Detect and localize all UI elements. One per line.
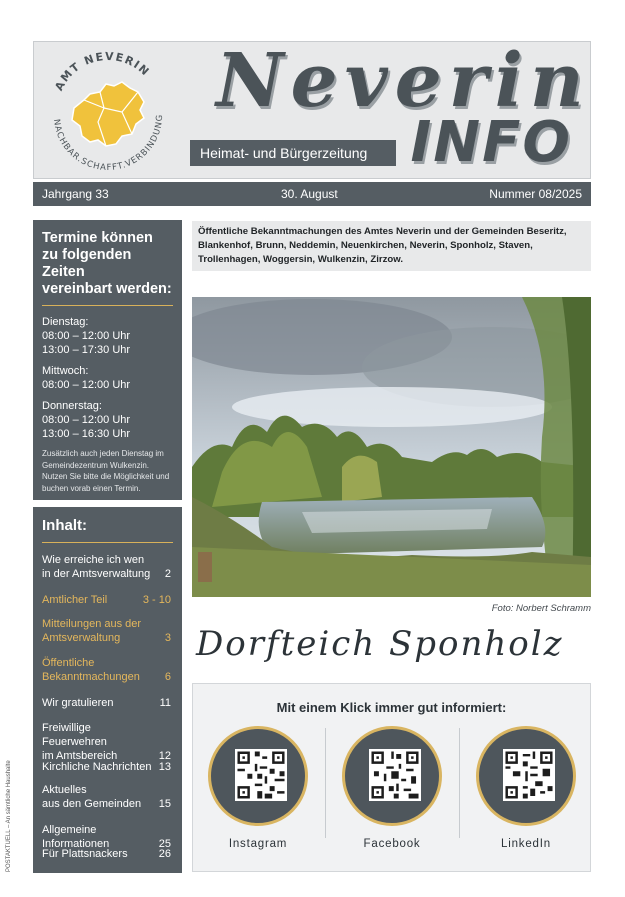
- toc-title: Inhalt:: [42, 517, 87, 534]
- office-hours-title: Termine können zu folgenden Zeiten vereinbart werden:: [42, 230, 172, 297]
- amt-neverin-logo: [40, 46, 176, 176]
- toc-item[interactable]: Wie erreiche ich wen in der Amtsverwaltung 2: [42, 554, 171, 580]
- toc-page: 15: [158, 798, 171, 810]
- toc-page: 3 - 10: [142, 594, 171, 606]
- qr-code-icon: [503, 749, 555, 801]
- social-heading: Mit einem Klick immer gut informiert:: [276, 700, 507, 715]
- masthead-title: Neverin: [216, 38, 591, 124]
- qr-badge: [476, 726, 576, 826]
- office-hours-box: [33, 220, 182, 500]
- qr-label: LinkedIn: [501, 838, 551, 850]
- social-media-panel: [192, 683, 591, 872]
- masthead: [33, 38, 591, 179]
- masthead-subtitle: Heimat- und Bürgerzeitung: [190, 140, 396, 166]
- photo-caption: [194, 617, 591, 667]
- toc-page: 13: [158, 761, 171, 773]
- divider: [325, 728, 326, 838]
- instagram-qr-link[interactable]: [202, 724, 314, 864]
- toc-item[interactable]: Für Plattsnackers 26: [42, 848, 171, 860]
- issue-volume: Jahrgang 33: [42, 187, 109, 201]
- toc-item[interactable]: Amtlicher Teil 3 - 10: [42, 594, 171, 606]
- facebook-qr-link[interactable]: [336, 724, 448, 864]
- issue-strip: [33, 182, 591, 206]
- masthead-title-suffix: INFO: [410, 110, 572, 175]
- qr-label: Instagram: [228, 838, 288, 850]
- toc-item[interactable]: Aktuelles aus den Gemeinden 15: [42, 784, 171, 810]
- toc-item[interactable]: Mitteilungen aus der Amtsverwaltung 3: [42, 618, 171, 644]
- issue-number: Nummer 08/2025: [489, 187, 582, 201]
- qr-code-icon: [235, 749, 287, 801]
- hours-wednesday: Mittwoch: 08:00 – 12:00 Uhr: [42, 365, 131, 391]
- divider: [459, 728, 460, 838]
- qr-badge: [342, 726, 442, 826]
- public-announcement: Öffentliche Bekanntmachungen des Amtes Neverin und der Gemeinden Beseritz, Blankenhof, Brunn, Neddemin, Neuenkirchen, Neverin, Sponholz, Staven, Trollenhagen, Woggersin, Wulkenzin, Zirzow.: [192, 221, 591, 271]
- divider: [42, 542, 173, 543]
- qr-label: Facebook: [363, 838, 421, 850]
- linkedin-qr-link[interactable]: [470, 724, 582, 864]
- photo-credit: Foto: Norbert Schramm: [491, 603, 591, 614]
- toc-page: 2: [164, 568, 171, 580]
- hours-note: Zusätzlich auch jeden Dienstag im Gemeindezentrum Wulkenzin. Nutzen Sie bitte die Möglichkeit und buchen vorab einen Termin.: [42, 449, 170, 493]
- logo-map-shape: [72, 82, 144, 146]
- toc-page: 12: [158, 750, 171, 762]
- logo-ring-bottom: NACHBAR.SCHAFFT.VERBINDUNG: [51, 113, 166, 174]
- toc-page: 6: [164, 671, 171, 683]
- toc-item[interactable]: Öffentliche Bekanntmachungen 6: [42, 657, 171, 683]
- toc-item[interactable]: Kirchliche Nachrichten 13: [42, 761, 171, 773]
- divider: [42, 305, 173, 306]
- issue-date: 30. August: [281, 187, 338, 201]
- svg-text:Dorfteich Sponholz: Dorfteich Sponholz: [196, 624, 564, 664]
- toc-item[interactable]: Freiwillige Feuerwehren im Amtsbereich 12: [42, 722, 171, 762]
- toc-page: 25: [158, 838, 171, 850]
- postage-note: POSTAKTUELL – An sämtliche Haushalte: [6, 760, 12, 872]
- table-of-contents: [33, 507, 182, 873]
- toc-item[interactable]: Allgemeine Informationen 25: [42, 824, 171, 850]
- qr-code-icon: [369, 749, 421, 801]
- toc-page: 3: [164, 632, 171, 644]
- svg-text:AMT NEVERIN: [52, 50, 152, 93]
- toc-item[interactable]: Wir gratulieren 11: [42, 697, 171, 709]
- logo-ring-top: AMT NEVERIN: [52, 49, 153, 93]
- pond-photo: [192, 297, 591, 597]
- hours-tuesday: Dienstag: 08:00 – 12:00 Uhr 13:00 – 17:30 Uhr: [42, 316, 131, 356]
- toc-page: 11: [159, 697, 171, 709]
- hours-thursday: Donnerstag: 08:00 – 12:00 Uhr 13:00 – 16:30 Uhr: [42, 400, 131, 440]
- toc-page: 26: [158, 848, 171, 860]
- qr-badge: [208, 726, 308, 826]
